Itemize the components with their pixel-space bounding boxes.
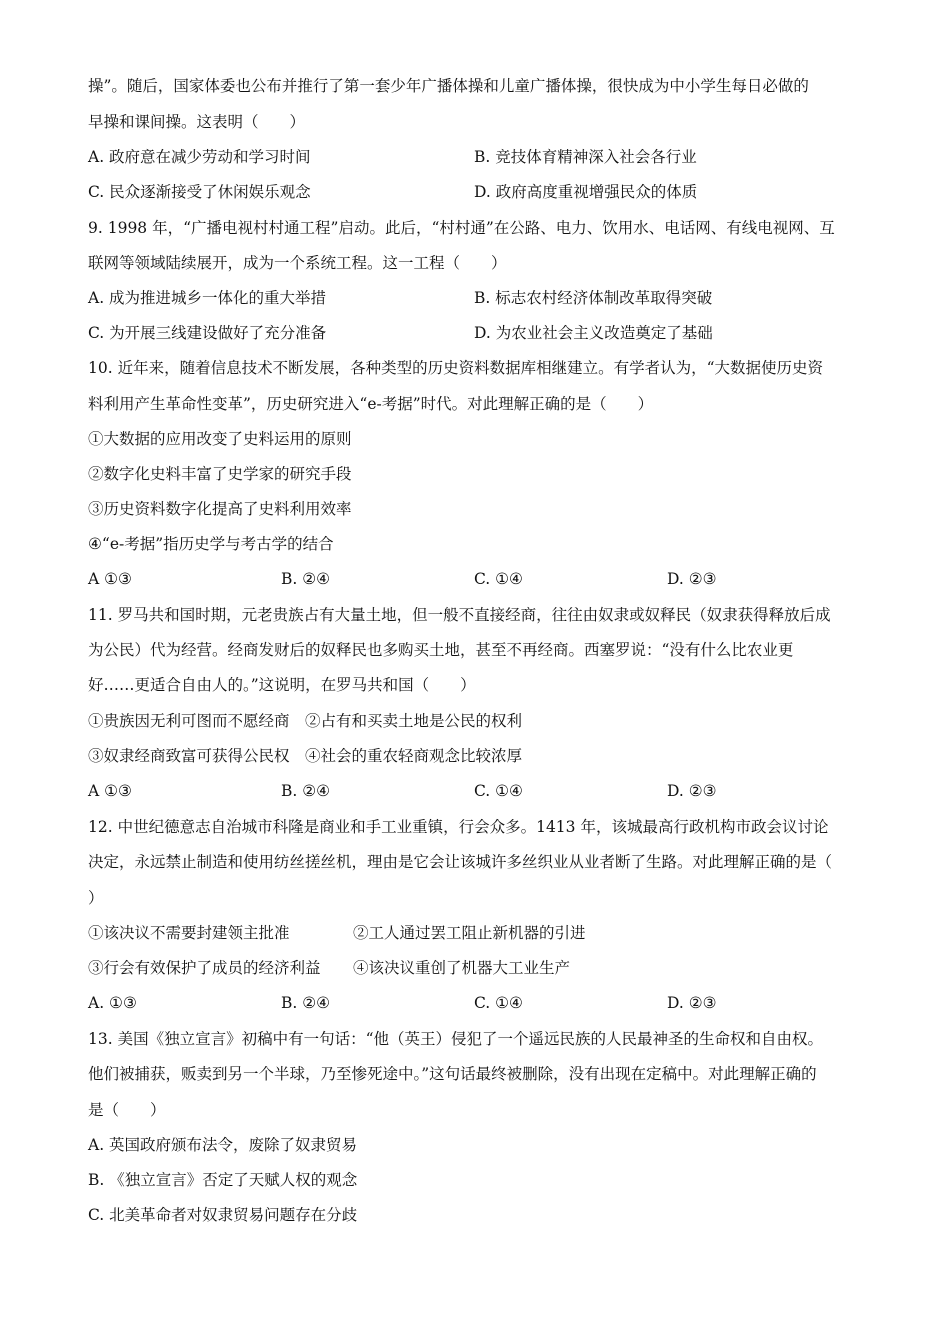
q12-statement-3: ③行会有效保护了成员的经济利益 <box>88 959 321 977</box>
q10-option-a: A ①③ <box>88 570 132 588</box>
q9-option-b: B. 标志农村经济体制改革取得突破 <box>474 289 713 307</box>
q8-stem-line-2: 早操和课间操。这表明（ ） <box>88 113 306 131</box>
q12-statement-1: ①该决议不需要封建领主批准 <box>88 924 290 942</box>
q12-option-c: C. ①④ <box>474 994 523 1012</box>
q10-stem-line-2: 料利用产生革命性变革”，历史研究进入“e-考据”时代。对此理解正确的是（ ） <box>88 395 654 413</box>
q13-option-a: A. 英国政府颁布法令，废除了奴隶贸易 <box>88 1136 358 1154</box>
q12-option-a: A. ①③ <box>88 994 137 1012</box>
q8-option-b: B. 竞技体育精神深入社会各行业 <box>474 148 697 166</box>
q10-option-c: C. ①④ <box>474 570 523 588</box>
q13-option-c: C. 北美革命者对奴隶贸易问题存在分歧 <box>88 1206 358 1224</box>
q10-statement-1: ①大数据的应用改变了史料运用的原则 <box>88 430 352 448</box>
q12-statement-2: ②工人通过罢工阻止新机器的引进 <box>353 924 586 942</box>
q9-option-d: D. 为农业社会主义改造奠定了基础 <box>474 324 713 342</box>
q13-stem-line-2: 他们被捕获，贩卖到另一个半球，乃至惨死途中。”这句话最终被删除，没有出现在定稿中。对此理解正确的 <box>88 1065 817 1083</box>
q10-option-d: D. ②③ <box>667 570 717 588</box>
q9-stem-line-1: 9. 1998 年，“广播电视村村通工程”启动。此后，“村村通”在公路、电力、饮用水、电话网、有线电视网、互 <box>88 219 835 237</box>
q9-option-a: A. 成为推进城乡一体化的重大举措 <box>88 289 327 307</box>
q12-stem-line-1: 12. 中世纪德意志自治城市科隆是商业和手工业重镇，行会众多。1413 年，该城最高行政机构市政会议讨论 <box>88 818 829 836</box>
q12-option-b: B. ②④ <box>281 994 331 1012</box>
q11-stem-line-2: 为公民）代为经营。经商发财后的奴释民也多购买土地，甚至不再经商。西塞罗说：“没有什么比农业更 <box>88 641 794 659</box>
q8-option-d: D. 政府高度重视增强民众的体质 <box>474 183 698 201</box>
q10-option-b: B. ②④ <box>281 570 331 588</box>
q11-option-a: A ①③ <box>88 782 132 800</box>
q13-stem-line-1: 13. 美国《独立宣言》初稿中有一句话：“他（英王）侵犯了一个遥远民族的人民最神圣的生命权和自由权。 <box>88 1030 824 1048</box>
q11-stem-line-3: 好……更适合自由人的。”这说明，在罗马共和国（ ） <box>88 676 476 694</box>
q12-stem-line-2: 决定，永远禁止制造和使用纺丝搓丝机，理由是它会让该城许多丝织业从业者断了生路。对此理解正确的是（ <box>88 853 833 871</box>
q8-option-c: C. 民众逐渐接受了休闲娱乐观念 <box>88 183 311 201</box>
q9-stem-line-2: 联网等领域陆续展开，成为一个系统工程。这一工程（ ） <box>88 254 507 272</box>
q10-statement-3: ③历史资料数字化提高了史料利用效率 <box>88 500 352 518</box>
q12-stem-line-3: ） <box>88 889 104 907</box>
q11-option-d: D. ②③ <box>667 782 717 800</box>
q11-statements-line-2: ③奴隶经商致富可获得公民权 ④社会的重农轻商观念比较浓厚 <box>88 747 523 765</box>
q10-statement-4: ④“e-考据”指历史学与考古学的结合 <box>88 535 334 553</box>
q10-statement-2: ②数字化史料丰富了史学家的研究手段 <box>88 465 352 483</box>
q12-option-d: D. ②③ <box>667 994 717 1012</box>
q11-option-b: B. ②④ <box>281 782 331 800</box>
q11-statements-line-1: ①贵族因无利可图而不愿经商 ②占有和买卖土地是公民的权利 <box>88 712 523 730</box>
q12-statement-4: ④该决议重创了机器大工业生产 <box>353 959 571 977</box>
q11-stem-line-1: 11. 罗马共和国时期，元老贵族占有大量土地，但一般不直接经商，往往由奴隶或奴释民（奴隶获得释放后成 <box>88 606 831 624</box>
q10-stem-line-1: 10. 近年来，随着信息技术不断发展，各种类型的历史资料数据库相继建立。有学者认为，“大数据使历史资 <box>88 359 824 377</box>
q11-option-c: C. ①④ <box>474 782 523 800</box>
q8-stem-line-1: 操”。随后，国家体委也公布并推行了第一套少年广播体操和儿童广播体操，很快成为中小学生每日必做的 <box>88 77 809 95</box>
q13-stem-line-3: 是（ ） <box>88 1101 166 1119</box>
q9-option-c: C. 为开展三线建设做好了充分准备 <box>88 324 327 342</box>
q8-option-a: A. 政府意在减少劳动和学习时间 <box>88 148 311 166</box>
q13-option-b: B. 《独立宣言》否定了天赋人权的观念 <box>88 1171 358 1189</box>
